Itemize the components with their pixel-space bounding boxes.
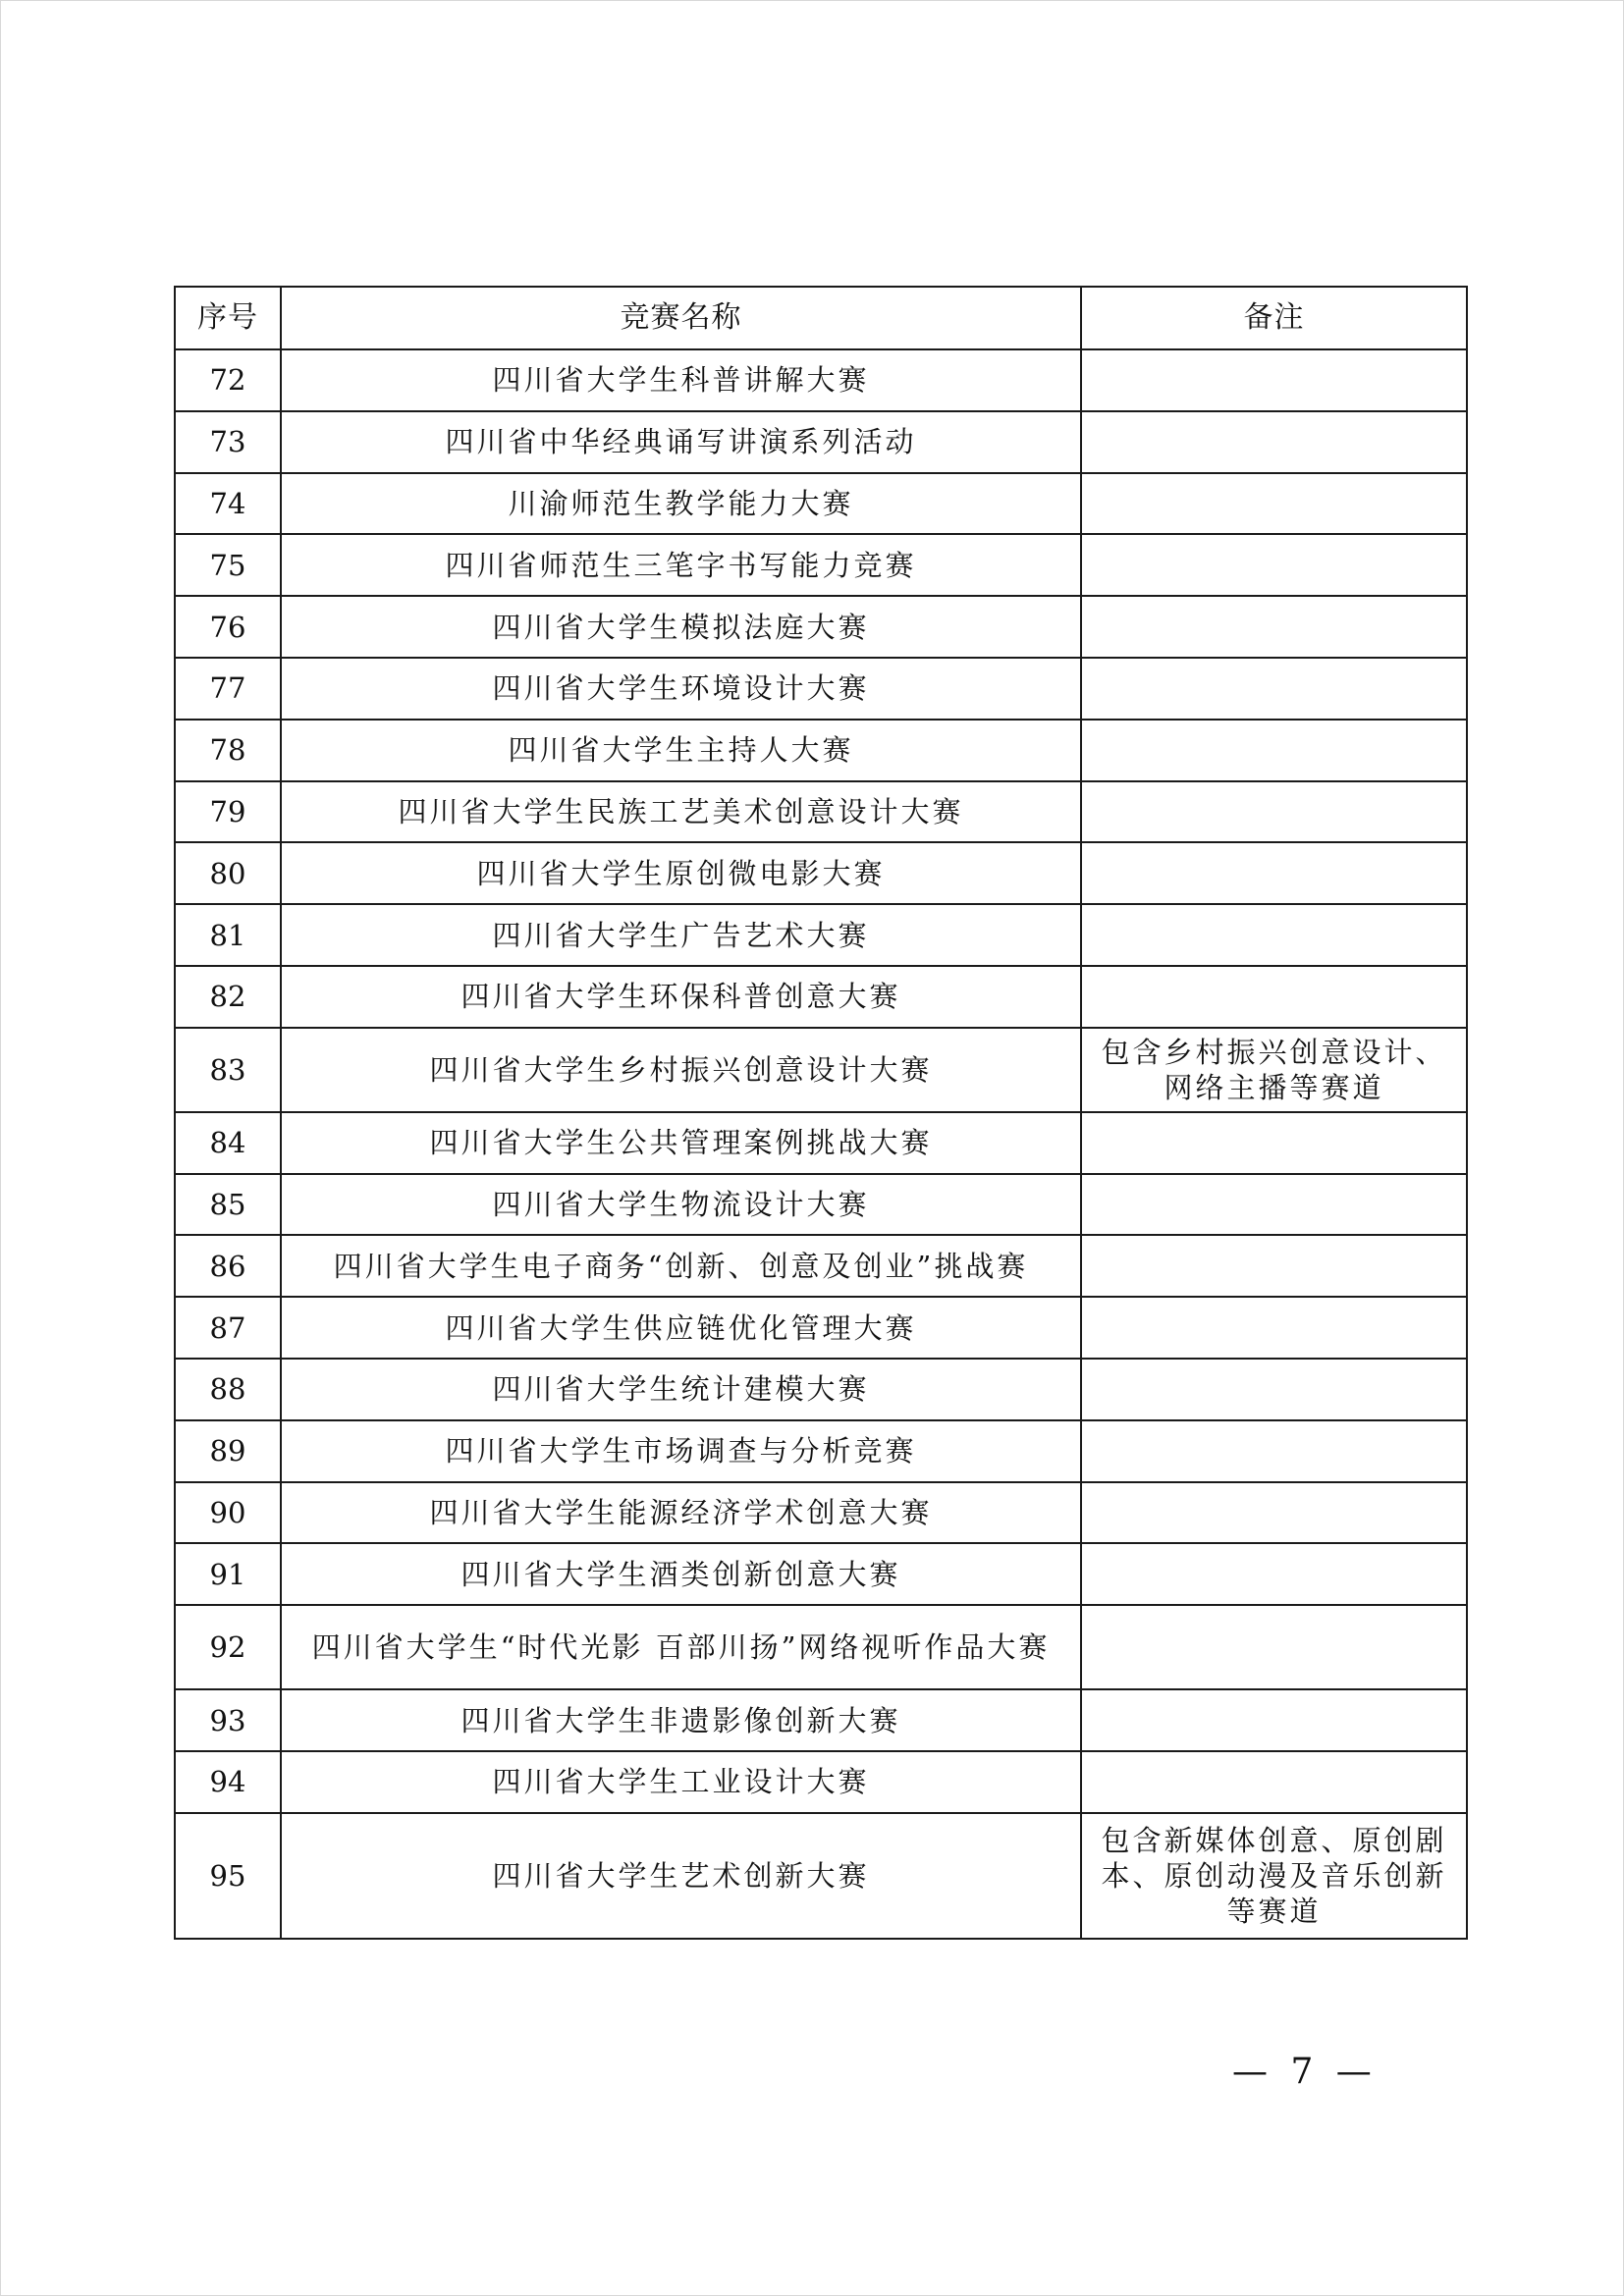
serial-number-cell: 83 [175,1028,281,1112]
serial-number-cell: 74 [175,473,281,535]
competition-name-cell: 四川省大学生市场调查与分析竞赛 [281,1420,1081,1482]
remarks-cell [1081,1543,1467,1605]
page-number: — 7 — [1232,2052,1378,2092]
table-header-row [175,287,1467,349]
serial-number-cell: 93 [175,1689,281,1751]
remarks-cell [1081,411,1467,473]
remarks-cell [1081,1174,1467,1236]
table-row [175,904,1467,966]
serial-number-cell: 84 [175,1112,281,1174]
table-row [175,411,1467,473]
competition-name-cell: 四川省大学生广告艺术大赛 [281,904,1081,966]
remarks-cell [1081,473,1467,535]
table-row [175,1297,1467,1359]
remarks-cell: 包含新媒体创意、原创剧本、原创动漫及音乐创新等赛道 [1081,1813,1467,1939]
competition-name-cell: 四川省大学生艺术创新大赛 [281,1813,1081,1939]
serial-number-cell: 95 [175,1813,281,1939]
table-row [175,1112,1467,1174]
table-row [175,1174,1467,1236]
competition-name-cell: 四川省师范生三笔字书写能力竞赛 [281,534,1081,596]
remarks-cell [1081,1482,1467,1544]
table-row [175,720,1467,781]
serial-number-cell: 94 [175,1751,281,1813]
serial-number-cell: 79 [175,781,281,843]
remarks-cell [1081,1359,1467,1420]
serial-number-cell: 86 [175,1235,281,1297]
table-row [175,1235,1467,1297]
competition-name-cell: 四川省大学生物流设计大赛 [281,1174,1081,1236]
table-row [175,966,1467,1028]
competition-name-cell: 四川省大学生统计建模大赛 [281,1359,1081,1420]
competition-name-cell: 四川省大学生科普讲解大赛 [281,349,1081,411]
remarks-cell [1081,842,1467,904]
remarks-cell [1081,966,1467,1028]
competition-name-cell: 四川省大学生电子商务“创新、创意及创业”挑战赛 [281,1235,1081,1297]
competition-name-cell: 四川省大学生能源经济学术创意大赛 [281,1482,1081,1544]
serial-number-cell: 90 [175,1482,281,1544]
remarks-cell [1081,534,1467,596]
table-row [175,658,1467,720]
competition-name-cell: 四川省大学生模拟法庭大赛 [281,596,1081,658]
remarks-cell: 包含乡村振兴创意设计、网络主播等赛道 [1081,1028,1467,1112]
serial-number-cell: 77 [175,658,281,720]
table-row [175,473,1467,535]
header-remarks: 备注 [1081,287,1467,349]
table-row [175,596,1467,658]
competition-name-cell: 四川省大学生环境设计大赛 [281,658,1081,720]
table-row [175,1751,1467,1813]
table-row [175,1359,1467,1420]
remarks-cell [1081,1112,1467,1174]
serial-number-cell: 80 [175,842,281,904]
table-row [175,1689,1467,1751]
competition-table [174,286,1468,1940]
competition-name-cell: 四川省大学生原创微电影大赛 [281,842,1081,904]
remarks-cell [1081,596,1467,658]
serial-number-cell: 88 [175,1359,281,1420]
competition-name-cell: 四川省大学生民族工艺美术创意设计大赛 [281,781,1081,843]
serial-number-cell: 72 [175,349,281,411]
serial-number-cell: 89 [175,1420,281,1482]
table-row [175,1813,1467,1939]
competition-name-cell: 四川省大学生工业设计大赛 [281,1751,1081,1813]
table-row [175,1420,1467,1482]
remarks-cell [1081,1235,1467,1297]
remarks-cell [1081,658,1467,720]
remarks-cell [1081,1689,1467,1751]
serial-number-cell: 82 [175,966,281,1028]
remarks-cell [1081,781,1467,843]
remarks-cell [1081,1751,1467,1813]
serial-number-cell: 73 [175,411,281,473]
serial-number-cell: 75 [175,534,281,596]
serial-number-cell: 92 [175,1605,281,1689]
competition-name-cell: 四川省大学生主持人大赛 [281,720,1081,781]
remarks-cell [1081,720,1467,781]
table-row [175,1028,1467,1112]
serial-number-cell: 76 [175,596,281,658]
competition-name-cell: 四川省大学生乡村振兴创意设计大赛 [281,1028,1081,1112]
competition-name-cell: 四川省大学生酒类创新创意大赛 [281,1543,1081,1605]
remarks-cell [1081,1420,1467,1482]
header-competition-name: 竞赛名称 [281,287,1081,349]
header-serial-number: 序号 [175,287,281,349]
competition-name-cell: 川渝师范生教学能力大赛 [281,473,1081,535]
table-row [175,349,1467,411]
remarks-cell [1081,1297,1467,1359]
table-row [175,842,1467,904]
competition-name-cell: 四川省大学生供应链优化管理大赛 [281,1297,1081,1359]
competition-name-cell: 四川省中华经典诵写讲演系列活动 [281,411,1081,473]
serial-number-cell: 81 [175,904,281,966]
table-row [175,1605,1467,1689]
competition-name-cell: 四川省大学生“时代光影 百部川扬”网络视听作品大赛 [281,1605,1081,1689]
table-row [175,781,1467,843]
serial-number-cell: 85 [175,1174,281,1236]
remarks-cell [1081,1605,1467,1689]
table-row [175,534,1467,596]
remarks-cell [1081,904,1467,966]
table-row [175,1543,1467,1605]
serial-number-cell: 78 [175,720,281,781]
table-row [175,1482,1467,1544]
remarks-cell [1081,349,1467,411]
serial-number-cell: 87 [175,1297,281,1359]
serial-number-cell: 91 [175,1543,281,1605]
competition-name-cell: 四川省大学生环保科普创意大赛 [281,966,1081,1028]
competition-name-cell: 四川省大学生非遗影像创新大赛 [281,1689,1081,1751]
competition-name-cell: 四川省大学生公共管理案例挑战大赛 [281,1112,1081,1174]
